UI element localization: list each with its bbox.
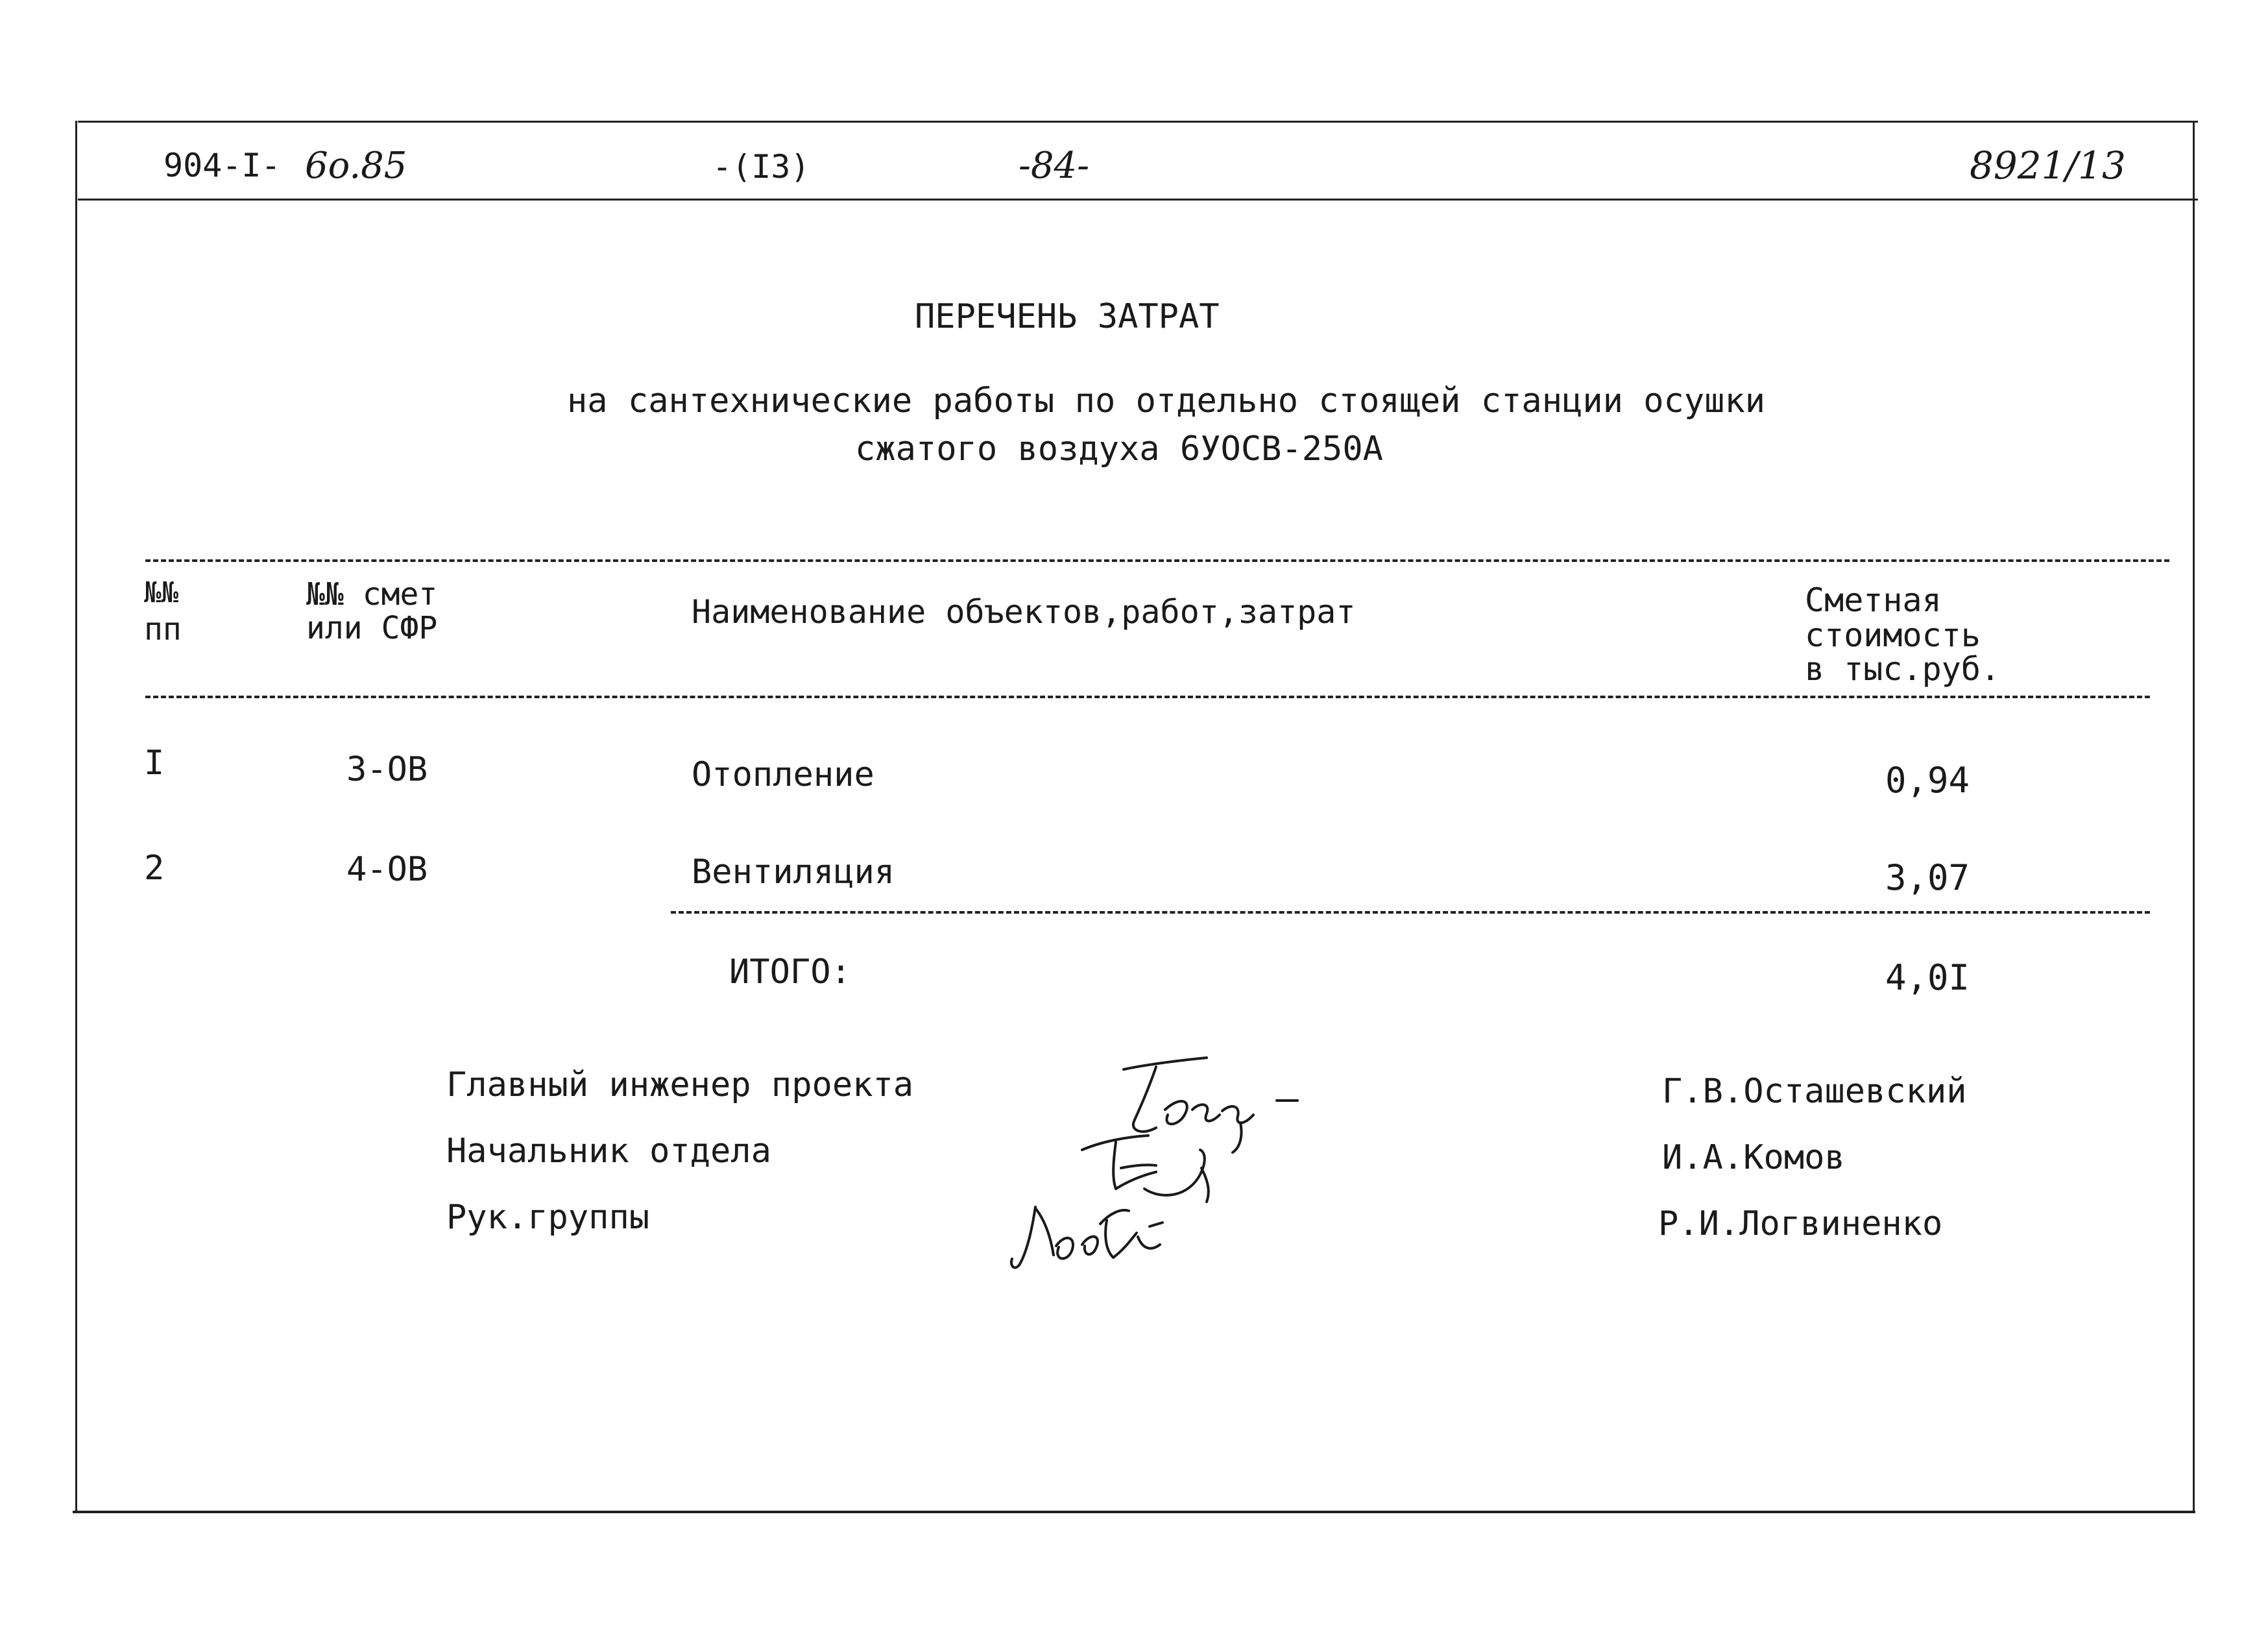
col-estimate-header-line1: №№ смет: [306, 576, 438, 613]
frame-header-divider: [78, 199, 2198, 201]
signature-role-department-head: Начальник отдела: [446, 1132, 771, 1171]
row2-cost: 3,07: [1885, 857, 1970, 898]
signature-name-chief-engineer: Г.В.Осташевский: [1662, 1072, 1967, 1111]
total-label: ИТОГО:: [729, 953, 851, 992]
frame-left-border: [75, 121, 77, 1512]
row1-num: I: [144, 744, 165, 783]
document-subtitle-line2: сжатого воздуха 6УОСВ-250А: [855, 430, 1383, 469]
col-cost-header-line2: стоимость: [1805, 616, 1981, 654]
col-name-header: Наименование объектов,работ,затрат: [692, 593, 1356, 631]
col-num-header-line2: пп: [144, 611, 182, 648]
document-subtitle-line1: на сантехнические работы по отдельно стоящей станции осушки: [567, 382, 1766, 420]
frame-bottom-border: [73, 1511, 2195, 1513]
document-title: ПЕРЕЧЕНЬ ЗАТРАТ: [915, 297, 1220, 336]
section-number: -(I3): [712, 148, 810, 186]
signature-name-group-lead: Р.И.Логвиненко: [1658, 1204, 1943, 1243]
col-estimate-header-line2: или СФР: [306, 610, 438, 646]
handwritten-signatures: [986, 1038, 1349, 1285]
signature-role-chief-engineer: Главный инженер проекта: [446, 1066, 914, 1104]
row1-estimate: 3-ОВ: [346, 750, 428, 789]
col-cost-header-line1: Сметная: [1805, 581, 1942, 619]
sheet-number: 8921/13: [1970, 143, 2126, 188]
frame-right-border: [2193, 121, 2195, 1512]
col-num-header-line1: №№: [144, 576, 178, 609]
total-rule: [671, 911, 2150, 914]
table-header-top-rule: [145, 559, 2169, 562]
row2-estimate: 4-ОВ: [346, 850, 428, 889]
signature-role-group-lead: Рук.группы: [446, 1198, 650, 1237]
signature-name-department-head: И.А.Комов: [1662, 1138, 1845, 1177]
table-header-bottom-rule: [145, 696, 2150, 698]
series-code: 904-I-: [163, 147, 281, 184]
col-cost-header-line3: в тыс.руб.: [1805, 650, 2001, 688]
total-value: 4,0I: [1885, 957, 1970, 998]
frame-top-border: [78, 121, 2198, 123]
row1-name: Отопление: [692, 755, 875, 794]
row1-cost: 0,94: [1885, 760, 1970, 801]
row2-name: Вентиляция: [692, 853, 895, 892]
row2-num: 2: [144, 849, 165, 888]
series-handwritten: 6o.85: [305, 145, 407, 187]
page-number: -84-: [1019, 145, 1090, 187]
